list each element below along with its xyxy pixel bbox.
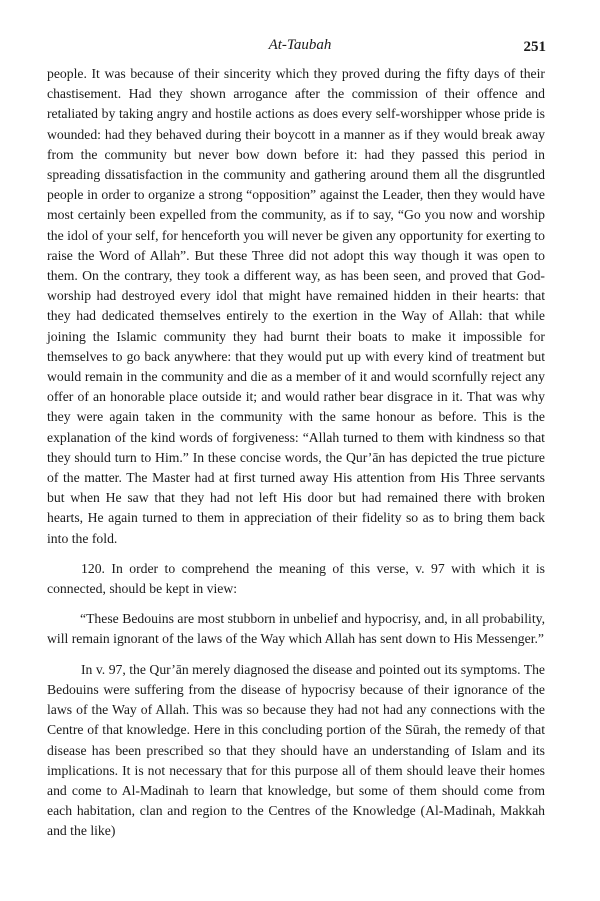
note-120-paragraph: 120. In order to comprehend the meaning of this verse, v. 97 with which it is connected, should be kept in view: (47, 560, 545, 597)
body-text (47, 64, 545, 842)
verse-quotation: “These Bedouins are most stubborn in unbelief and hypocrisy, and, in all probability, will remain ignorant of the laws of the Way which Allah has sent down to His Messenger.” (47, 611, 545, 647)
explanation-paragraph: In v. 97, the Qur’ān merely diagnosed the disease and pointed out its symptoms. The Bedouins were suffering from the disease of hypocrisy because of their ignorance of the laws of the Way of Allah. This was so because they had not had any connections with the Centre of that knowledge. Here in this concluding portion of the Sūrah, the remedy of that disease has been prescribed so that they should have an understanding of Islam and its implications. It is not necessary that for this purpose all of them should leave their homes and come to Al-Madinah to learn that knowledge, but some of them should come from each habitation, clan and region to the Centres of the Knowledge (Al-Madinah, Makkah and the like) (47, 661, 545, 839)
page-number: 251 (523, 39, 546, 55)
running-head-title: At-Taubah (268, 37, 332, 53)
paragraph-continuation: people. It was because of their sincerity which they proved during the fifty days of their chastisement. Had they shown arrogance after the commission of their offence and retaliated by taking angry and hostile actions as does every self-worshipper whose pride is wounded: had they behaved during their boycott in a manner as if they would break away from the community but never bow down before it: had they passed this period in spreading dissatisfaction in the community and gathering around them all the disgruntled people in order to organize a strong “opposition” against the Leader, then they would have most certainly been expelled from the community, as if to say, “Go you now and worship the idol of your self, for henceforth you will never be given any opportunity for exerting to raise the Word of Allah”. But these Three did not adopt this way though it was open to them. On the contrary, they took a different way, as has been seen, and proved that God-worship had destroyed every idol that might have remained hidden in their hearts: that they had dedicated themselves entirely to the exertion in the Way of Allah: that while joining the Islamic community they had burnt their boats to make it impossible for themselves to go back anywhere: that they would put up with every kind of treatment but would remain in the community and die as a member of it and would scornfully reject any offer of an honorable place outside it; and would rather bear disgrace in it. That was why they were again taken in the community with the same honour as before. This is the explanation of the kind words of forgiveness: “Allah turned to them with kindness so that they should turn to Him.” In these concise words, the Qur’ān has depicted the true picture of the matter. The Master had at first turned away His attention from His Three servants but when He saw that they had not left His door but had remained there with broken hearts, He again turned to them in appreciation of their fidelity so as to bring them back into the fold. (47, 66, 545, 546)
